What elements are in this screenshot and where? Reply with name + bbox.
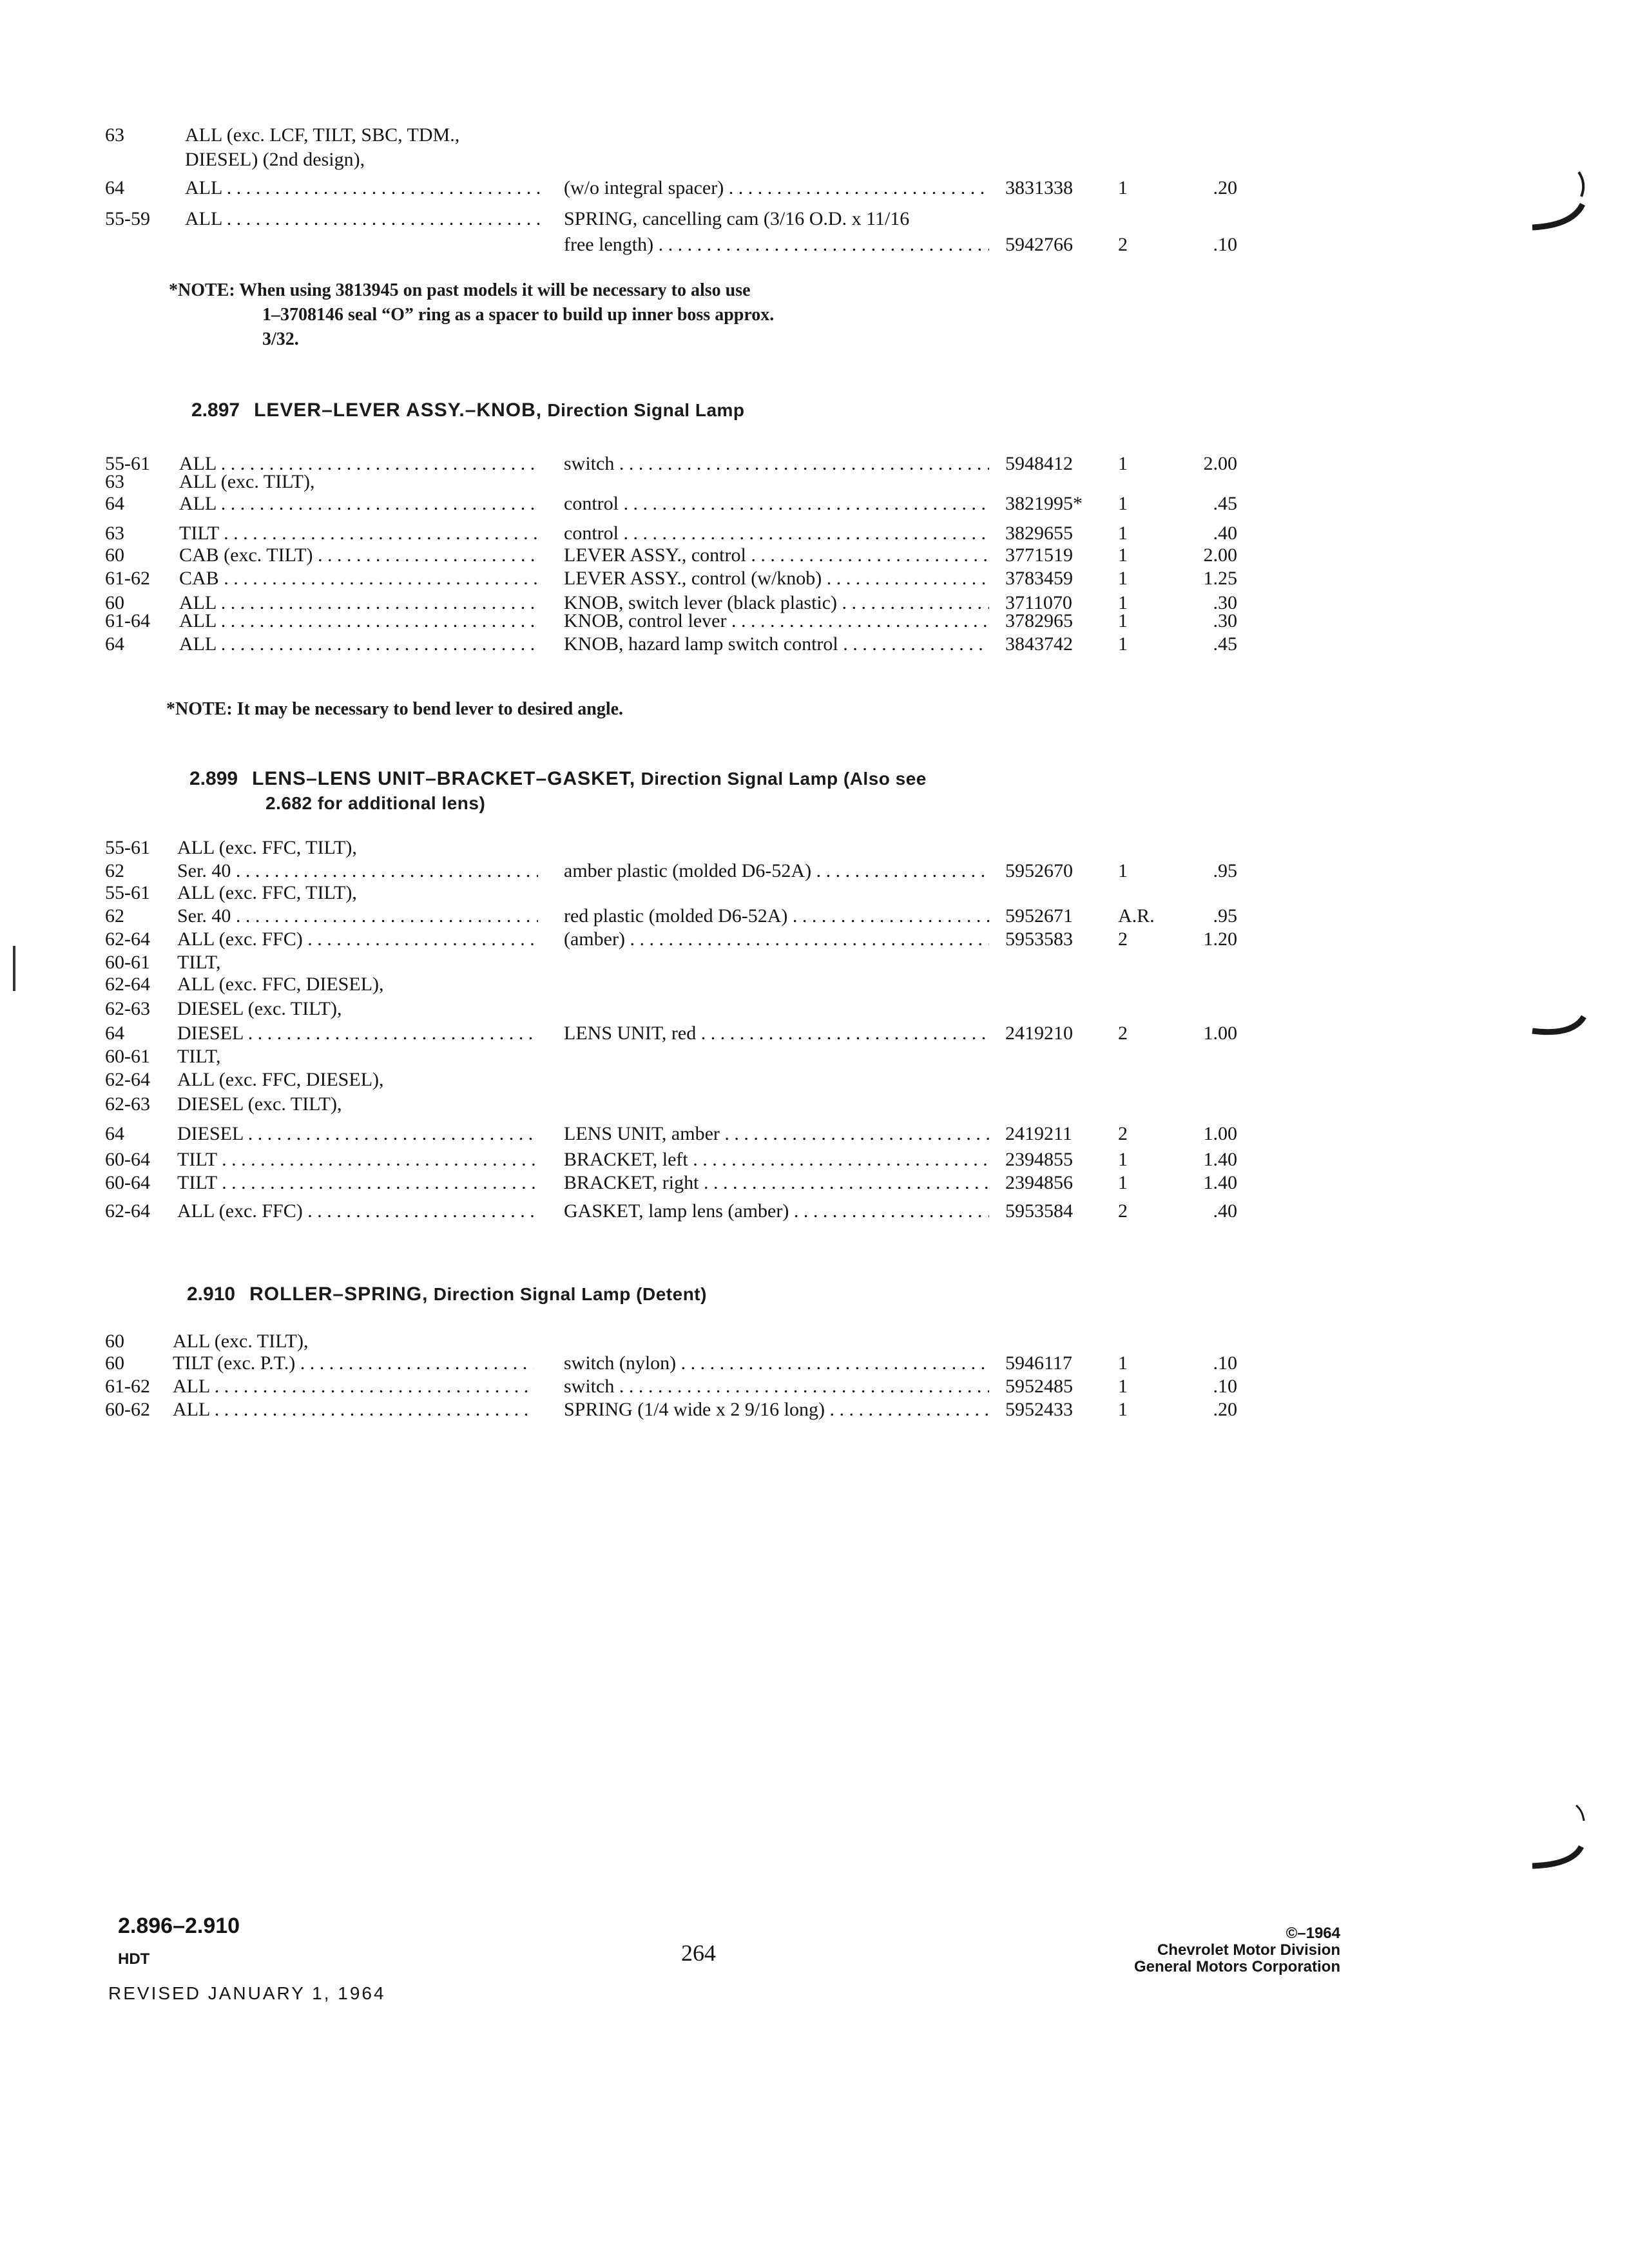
section-heading-2899 [189,767,927,816]
model-applicability [177,1021,538,1046]
model-text: ALL (exc. LCF, TILT, SBC, TDM., [185,124,460,146]
part-description [564,903,989,929]
model-year: 60 [105,544,124,566]
part-number: 5942766 [1005,234,1073,255]
leader-dots [243,1023,538,1044]
model-applicability [179,608,540,634]
model-text: ALL (exc. FFC, DIESEL), [177,974,384,995]
list-price [1147,1198,1237,1224]
part-description [564,206,989,232]
quantity: 1 [1118,860,1128,881]
model-applicability [179,491,540,517]
leader-dots [619,523,989,544]
list-price [1147,1147,1237,1173]
model-applicability [177,1067,538,1093]
binder-hole-mark [1514,1012,1592,1057]
list-price [1147,1044,1237,1070]
model-text: DIESEL) (2nd design), [185,149,365,170]
model-text: TILT, [177,1046,221,1067]
leader-dots [231,905,538,927]
quantity: 1 [1118,1376,1128,1397]
part-number: 5952670 [1005,860,1073,881]
model-applicability [177,1147,538,1173]
model-year: 63 [105,523,124,544]
model-year: 61-64 [105,610,150,631]
revision-date: REVISED JANUARY 1, 1964 [108,1983,386,2003]
model-applicability [177,835,538,861]
part-description [564,491,989,517]
binder-hole-mark [1514,164,1592,242]
model-year: 63 [105,124,124,146]
part-description [564,175,989,201]
model-applicability [179,566,540,591]
leader-dots [222,208,546,229]
description-text: LENS UNIT, amber [564,1123,720,1144]
description-text: control [564,493,619,514]
quantity: 1 [1118,1399,1128,1420]
price-text: .20 [1213,177,1237,198]
price-text: .20 [1213,1399,1237,1420]
description-text: SPRING, cancelling cam (3/16 O.D. x 11/16 [564,208,910,229]
model-text: CAB (exc. TILT) [179,544,313,566]
section-heading-2910 [187,1282,707,1307]
model-year: 55-61 [105,453,150,474]
price-text: 1.20 [1203,928,1237,950]
list-price [1147,972,1237,997]
leader-dots [243,1123,538,1144]
model-text: TILT (exc. P.T.) [173,1352,296,1374]
list-price [1147,543,1237,568]
description-text: (amber) [564,928,625,950]
note-line: *NOTE: When using 3813945 on past models it will be necessary to also use [169,280,751,300]
section-number: 2.910 [187,1283,236,1305]
price-text: .40 [1213,523,1237,544]
model-text: Ser. 40 [177,860,231,881]
leader-dots [724,177,989,198]
model-year: 55-61 [105,837,150,858]
section-subtitle: Direction Signal Lamp [547,400,745,420]
leader-dots [811,860,989,881]
model-text: ALL [179,610,217,631]
publisher-division: Chevrolet Motor Division [1157,1941,1340,1959]
model-year: 60 [105,1331,124,1352]
section-range: 2.896–2.910 [118,1914,240,1938]
section-subtitle: Direction Signal Lamp (Detent) [433,1284,707,1304]
part-description [564,566,989,591]
leader-dots [217,1149,538,1170]
part-description [564,1121,989,1147]
list-price [1147,631,1237,657]
model-text: CAB [179,568,219,589]
description-text: amber plastic (molded D6-52A) [564,860,812,881]
model-year: 61-62 [105,1376,150,1397]
model-applicability [173,1350,534,1376]
leader-dots [209,1376,534,1397]
model-year: 64 [105,1123,124,1144]
list-price [1147,566,1237,591]
price-text: .95 [1213,905,1237,927]
list-price [1147,927,1237,952]
publisher-corporation: General Motors Corporation [1133,1958,1340,1975]
model-applicability [179,631,540,657]
model-year: 60-64 [105,1149,150,1170]
description-text: switch [564,1376,615,1397]
part-number: 3783459 [1005,568,1073,589]
model-text: DIESEL (exc. TILT), [177,998,342,1019]
quantity: 1 [1118,1352,1128,1374]
model-year: 60-64 [105,1172,150,1193]
description-text: switch [564,453,615,474]
leader-dots [295,1352,534,1374]
section-number: 2.899 [189,768,238,789]
list-price [1147,1021,1237,1046]
list-price [1147,1374,1237,1399]
part-description [564,631,989,657]
list-price [1147,147,1237,173]
list-price [1147,1121,1237,1147]
quantity: 1 [1118,568,1128,589]
model-text: TILT [177,1149,217,1170]
leader-dots [787,905,989,927]
leader-dots [217,1172,538,1193]
list-price [1147,491,1237,517]
part-number: 3821995* [1005,493,1083,514]
part-number: 5953584 [1005,1200,1073,1222]
model-year: 61-62 [105,568,150,589]
list-price [1147,903,1237,929]
description-text: GASKET, lamp lens (amber) [564,1200,789,1222]
model-text: ALL [179,453,217,474]
list-price [1147,175,1237,201]
part-description [564,1198,989,1224]
model-text: ALL [185,208,222,229]
list-price [1147,996,1237,1022]
price-text: .45 [1213,493,1237,514]
model-text: ALL [185,177,222,198]
model-applicability [177,1121,538,1147]
quantity: 1 [1118,592,1128,613]
description-text: free length) [564,234,654,255]
leader-dots [219,568,540,589]
leader-dots [825,1399,989,1420]
margin-mark [13,946,15,991]
leader-dots [209,1399,534,1420]
model-applicability [185,206,546,232]
quantity: 1 [1118,523,1128,544]
model-applicability [177,972,538,997]
description-text: KNOB, hazard lamp switch control [564,633,838,655]
model-text: ALL (exc. FFC) [177,928,303,950]
leader-dots [303,1200,538,1222]
leader-dots [699,1172,989,1193]
model-applicability [177,996,538,1022]
binder-hole-mark [1514,1798,1592,1881]
part-number: 3771519 [1005,544,1073,566]
model-year: 62-64 [105,928,150,950]
model-applicability [179,543,540,568]
list-price [1147,608,1237,634]
model-year: 60 [105,592,124,613]
model-applicability [177,1091,538,1117]
model-year: 64 [105,493,124,514]
leader-dots [614,1376,989,1397]
part-description [564,1350,989,1376]
part-description [564,927,989,952]
leader-dots [231,860,538,881]
model-applicability [173,1397,534,1423]
model-applicability [177,1044,538,1070]
footer-section-range [118,1914,240,1968]
note-line: 3/32. [262,329,299,349]
quantity: 2 [1118,928,1128,950]
list-price [1147,122,1237,148]
price-text: 1.00 [1203,1123,1237,1144]
part-number: 5953583 [1005,928,1073,950]
model-text: TILT [179,523,219,544]
section-number: 2.897 [191,399,240,421]
leader-dots [720,1123,989,1144]
model-text: TILT [177,1172,217,1193]
part-number: 2419211 [1005,1123,1072,1144]
model-applicability [177,1198,538,1224]
quantity: 1 [1118,610,1128,631]
description-text: (w/o integral spacer) [564,177,724,198]
part-number: 3829655 [1005,523,1073,544]
section-subtitle: Direction Signal Lamp (Also see [641,769,927,789]
model-text: ALL (exc. FFC, TILT), [177,837,357,858]
page-number: 264 [681,1940,716,1966]
model-text: ALL [179,592,217,613]
note-bend-lever: *NOTE: It may be necessary to bend lever to desired angle. [166,699,624,719]
price-text: 1.40 [1203,1172,1237,1193]
part-description [564,1147,989,1173]
price-text: .95 [1213,860,1237,881]
description-text: switch (nylon) [564,1352,677,1374]
section-subtitle-continued: 2.682 for additional lens) [265,793,486,813]
part-number: 3782965 [1005,610,1073,631]
model-text: ALL (exc. FFC) [177,1200,303,1222]
model-text: ALL (exc. TILT), [173,1331,309,1352]
leader-dots [216,633,540,655]
copyright: ©–1964 [1286,1925,1340,1942]
model-text: ALL [179,493,217,514]
description-text: KNOB, switch lever (black plastic) [564,592,838,613]
model-text: TILT, [177,952,221,973]
part-description [564,232,989,258]
list-price [1147,1170,1237,1196]
quantity: 2 [1118,1123,1128,1144]
model-year: 60-61 [105,1046,150,1067]
part-description [564,1021,989,1046]
leader-dots [653,234,989,255]
part-description [564,608,989,634]
part-number: 2394856 [1005,1172,1073,1193]
leader-dots [676,1352,989,1374]
model-applicability [173,1374,534,1399]
model-applicability [185,122,546,148]
description-text: LEVER ASSY., control (w/knob) [564,568,822,589]
price-text: .40 [1213,1200,1237,1222]
model-applicability [185,175,546,201]
part-description [564,858,989,884]
note-line: 1–3708146 seal “O” ring as a spacer to build up inner boss approx. [262,305,775,325]
model-year: 63 [105,471,124,492]
list-price [1147,835,1237,861]
model-text: ALL [179,633,217,655]
price-text: .10 [1213,234,1237,255]
part-number: 3711070 [1005,592,1072,613]
quantity: 2 [1118,1200,1128,1222]
section-title: ROLLER–SPRING, [249,1283,429,1305]
quantity: 1 [1118,544,1128,566]
model-year: 62-63 [105,998,150,1019]
leader-dots [219,523,540,544]
model-applicability [185,147,546,173]
model-year: 64 [105,177,124,198]
leader-dots [625,928,989,950]
model-text: DIESEL [177,1123,244,1144]
description-text: control [564,523,619,544]
part-number: 5948412 [1005,453,1073,474]
price-text: .30 [1213,610,1237,631]
model-text: ALL (exc. FFC, TILT), [177,882,357,903]
model-year: 60 [105,1352,124,1374]
quantity: 1 [1118,1172,1128,1193]
price-text: 1.25 [1203,568,1237,589]
model-applicability [177,903,538,929]
quantity: A.R. [1118,905,1155,927]
quantity: 1 [1118,177,1128,198]
model-year: 55-61 [105,882,150,903]
list-price [1147,206,1237,232]
model-year: 62-64 [105,974,150,995]
price-text: .45 [1213,633,1237,655]
model-text: ALL [173,1376,210,1397]
price-text: 1.00 [1203,1023,1237,1044]
model-year: 62 [105,905,124,927]
description-text: SPRING (1/4 wide x 2 9/16 long) [564,1399,825,1420]
quantity: 2 [1118,1023,1128,1044]
model-text: ALL (exc. TILT), [179,471,315,492]
leader-dots [696,1023,989,1044]
model-text: ALL (exc. FFC, DIESEL), [177,1069,384,1090]
leader-dots [688,1149,989,1170]
quantity: 1 [1118,453,1128,474]
model-year: 62-64 [105,1200,150,1222]
quantity: 2 [1118,234,1128,255]
price-text: .10 [1213,1376,1237,1397]
model-year: 60-62 [105,1399,150,1420]
part-number: 3843742 [1005,633,1073,655]
model-applicability [177,880,538,906]
model-year: 62-63 [105,1093,150,1115]
model-year: 60-61 [105,952,150,973]
model-text: ALL [173,1399,210,1420]
section-title: LENS–LENS UNIT–BRACKET–GASKET, [252,768,636,789]
list-price [1147,1091,1237,1117]
leader-dots [822,568,989,589]
price-text: .30 [1213,592,1237,613]
part-number: 5952671 [1005,905,1073,927]
part-description [564,1170,989,1196]
model-applicability [177,927,538,952]
description-text: BRACKET, left [564,1149,688,1170]
description-text: BRACKET, right [564,1172,699,1193]
list-price [1147,1397,1237,1423]
part-description [564,543,989,568]
part-number: 5952485 [1005,1376,1073,1397]
description-text: LEVER ASSY., control [564,544,746,566]
model-year: 62 [105,860,124,881]
model-year: 62-64 [105,1069,150,1090]
note-seal-spacer [169,278,774,352]
quantity: 1 [1118,1149,1128,1170]
quantity: 1 [1118,493,1128,514]
leader-dots [746,544,989,566]
publisher-block [1134,1925,1340,1975]
part-description [564,451,989,477]
part-number: 2419210 [1005,1023,1073,1044]
part-number: 5952433 [1005,1399,1073,1420]
list-price [1147,880,1237,906]
part-number: 5946117 [1005,1352,1072,1374]
leader-dots [216,610,540,631]
leader-dots [726,610,989,631]
leader-dots [614,453,989,474]
part-number: 2394855 [1005,1149,1073,1170]
price-text: .10 [1213,1352,1237,1374]
list-price [1147,1067,1237,1093]
leader-dots [313,544,540,566]
catalog-code: HDT [118,1950,150,1968]
price-text: 1.40 [1203,1149,1237,1170]
quantity: 1 [1118,633,1128,655]
section-title: LEVER–LEVER ASSY.–KNOB, [254,399,543,421]
leader-dots [303,928,538,950]
description-text: red plastic (molded D6-52A) [564,905,788,927]
price-text: 2.00 [1203,544,1237,566]
section-heading-2897 [191,398,745,423]
list-price [1147,232,1237,258]
list-price [1147,1350,1237,1376]
model-text: DIESEL [177,1023,244,1044]
description-text: KNOB, control lever [564,610,727,631]
model-text: Ser. 40 [177,905,231,927]
price-text: 2.00 [1203,453,1237,474]
model-year: 64 [105,633,124,655]
description-text: LENS UNIT, red [564,1023,697,1044]
model-text: DIESEL (exc. TILT), [177,1093,342,1115]
leader-dots [222,177,546,198]
part-number: 3831338 [1005,177,1073,198]
leader-dots [216,493,540,514]
model-year: 64 [105,1023,124,1044]
leader-dots [838,633,989,655]
leader-dots [619,493,989,514]
model-year: 55-59 [105,208,150,229]
model-applicability [177,1170,538,1196]
part-description [564,1374,989,1399]
leader-dots [789,1200,989,1222]
part-description [564,1397,989,1423]
